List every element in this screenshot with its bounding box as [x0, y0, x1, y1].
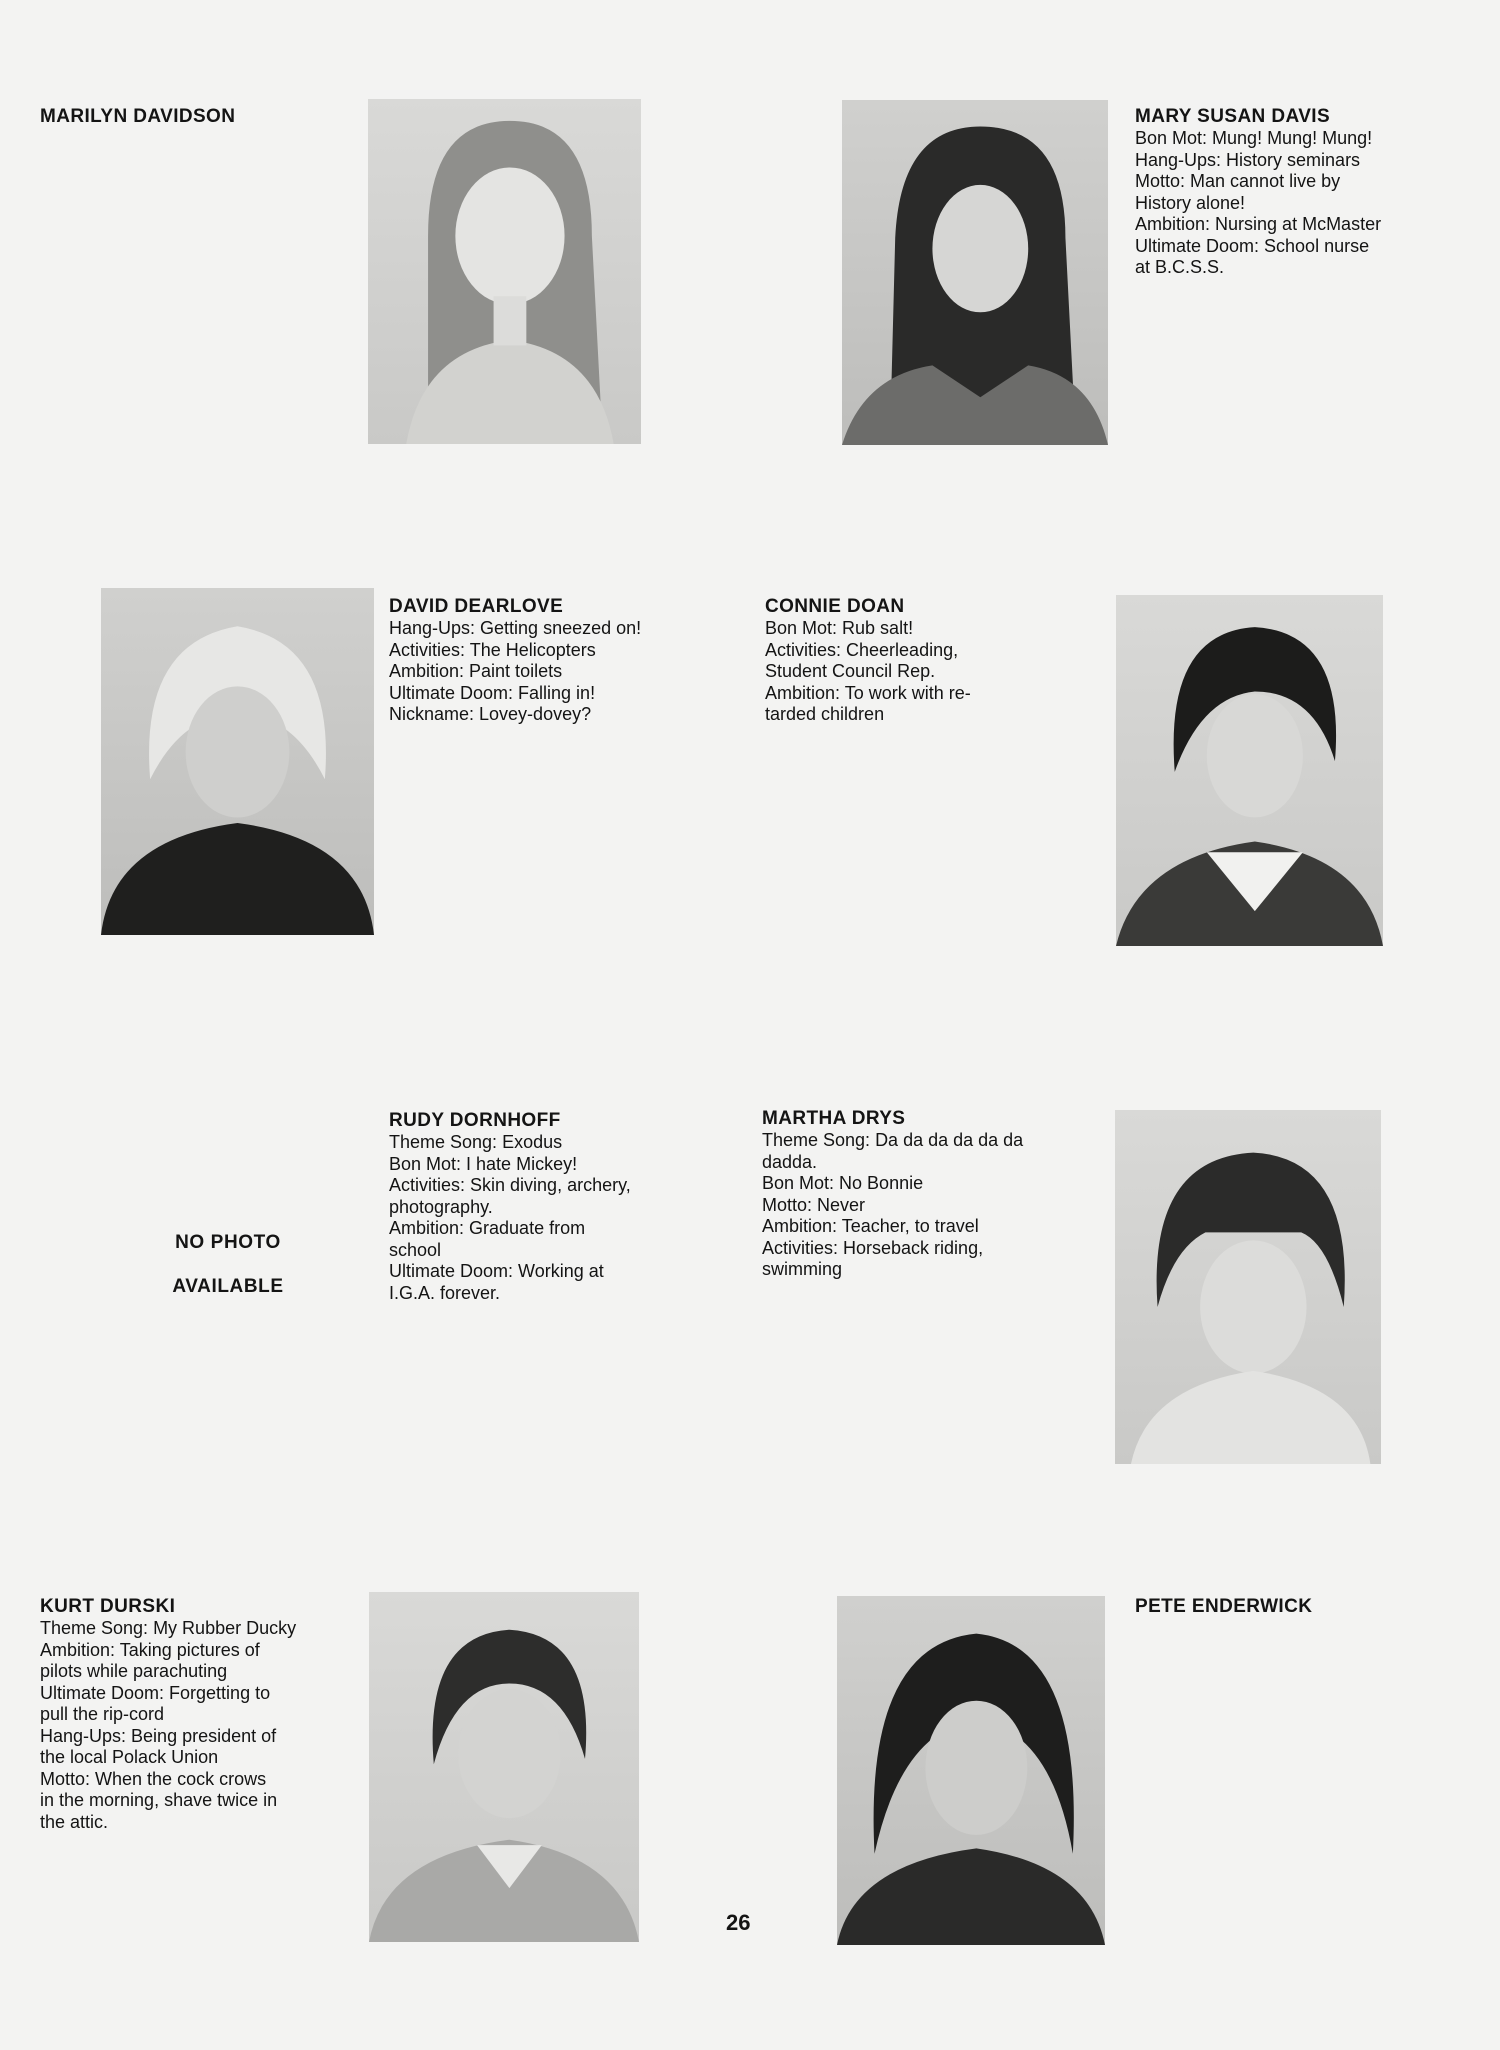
portrait-kurt-durski	[369, 1592, 639, 1942]
detail-line: Ambition: Graduate from	[389, 1218, 586, 1238]
detail-line: Hang-Ups: Getting sneezed on!	[389, 618, 642, 638]
entry-marilyn-davidson	[40, 106, 360, 128]
detail-line: Activities: Skin diving, archery,	[389, 1175, 631, 1195]
student-details	[389, 618, 749, 726]
detail-line: Bon Mot: Mung! Mung! Mung!	[1135, 128, 1373, 148]
detail-line: Ambition: Paint toilets	[389, 661, 563, 681]
detail-line: tarded children	[765, 704, 885, 724]
student-details	[762, 1130, 1102, 1281]
entry-david-dearlove	[389, 596, 749, 726]
student-name: PETE ENDERWICK	[1135, 1596, 1313, 1617]
entry-martha-drys	[762, 1108, 1102, 1281]
detail-line: Theme Song: Da da da da da da	[762, 1130, 1024, 1150]
entry-kurt-durski	[40, 1596, 360, 1833]
student-details	[1135, 128, 1475, 279]
detail-line: Motto: When the cock crows	[40, 1768, 267, 1789]
detail-line: Nickname: Lovey-dovey?	[389, 704, 592, 724]
detail-line: Student Council Rep.	[765, 661, 936, 681]
no-photo-line1: NO PHOTO	[175, 1232, 281, 1253]
detail-line: Theme Song: My Rubber Ducky	[40, 1618, 297, 1638]
detail-line: pilots while parachuting	[40, 1661, 228, 1681]
detail-line: Bon Mot: I hate Mickey!	[389, 1153, 578, 1174]
detail-line: Activities: Cheerleading,	[765, 639, 959, 660]
detail-line: Bon Mot: Rub salt!	[765, 618, 914, 638]
detail-line: Ambition: Nursing at McMaster	[1135, 214, 1382, 234]
detail-line: in the morning, shave twice in	[40, 1790, 278, 1810]
portrait-mary-susan-davis	[842, 100, 1108, 445]
page-number: 26	[726, 1910, 751, 1935]
student-name: KURT DURSKI	[40, 1596, 176, 1617]
entry-rudy-dornhoff	[389, 1110, 749, 1304]
detail-line: Activities: The Helicopters	[389, 639, 596, 660]
detail-line: dadda.	[762, 1151, 818, 1172]
detail-line: Motto: Never	[762, 1194, 866, 1215]
entry-pete-enderwick	[1135, 1596, 1455, 1618]
student-name: MARTHA DRYS	[762, 1108, 906, 1129]
entry-mary-susan-davis	[1135, 106, 1475, 279]
detail-line: at B.C.S.S.	[1135, 257, 1225, 277]
detail-line: swimming	[762, 1259, 843, 1279]
detail-line: Ambition: To work with re-	[765, 682, 971, 703]
detail-line: Ultimate Doom: School nurse	[1135, 235, 1370, 256]
portrait-connie-doan	[1116, 595, 1383, 946]
detail-line: Ultimate Doom: Falling in!	[389, 682, 596, 703]
detail-line: school	[389, 1239, 442, 1260]
student-details	[389, 1132, 749, 1304]
student-name: MARY SUSAN DAVIS	[1135, 106, 1331, 127]
detail-line: Activities: Horseback riding,	[762, 1237, 984, 1258]
detail-line: Motto: Man cannot live by	[1135, 171, 1341, 191]
detail-line: Ambition: Taking pictures of	[40, 1639, 260, 1660]
detail-line: Hang-Ups: History seminars	[1135, 149, 1361, 170]
detail-line: Theme Song: Exodus	[389, 1132, 563, 1152]
detail-line: the attic.	[40, 1811, 109, 1832]
detail-line: Hang-Ups: Being president of	[40, 1725, 277, 1746]
entry-connie-doan	[765, 596, 1095, 726]
student-name: RUDY DORNHOFF	[389, 1110, 561, 1131]
student-name: MARILYN DAVIDSON	[40, 106, 236, 127]
detail-line: Ultimate Doom: Working at	[389, 1261, 604, 1281]
detail-line: Bon Mot: No Bonnie	[762, 1173, 924, 1193]
student-details	[765, 618, 1095, 726]
detail-line: History alone!	[1135, 192, 1246, 213]
no-photo-line2: AVAILABLE	[172, 1276, 284, 1297]
detail-line: Ambition: Teacher, to travel	[762, 1216, 979, 1236]
detail-line: I.G.A. forever.	[389, 1282, 501, 1303]
detail-line: the local Polack Union	[40, 1747, 219, 1767]
student-name: DAVID DEARLOVE	[389, 596, 564, 617]
portrait-david-dearlove	[101, 588, 374, 935]
portrait-martha-drys	[1115, 1110, 1381, 1464]
student-details	[40, 1618, 360, 1833]
detail-line: photography.	[389, 1196, 493, 1217]
portrait-pete-enderwick	[837, 1596, 1105, 1945]
no-photo-placeholder	[128, 1221, 328, 1309]
student-name: CONNIE DOAN	[765, 596, 905, 617]
portrait-marilyn-davidson	[368, 99, 641, 444]
detail-line: Ultimate Doom: Forgetting to	[40, 1682, 271, 1703]
detail-line: pull the rip-cord	[40, 1704, 165, 1724]
